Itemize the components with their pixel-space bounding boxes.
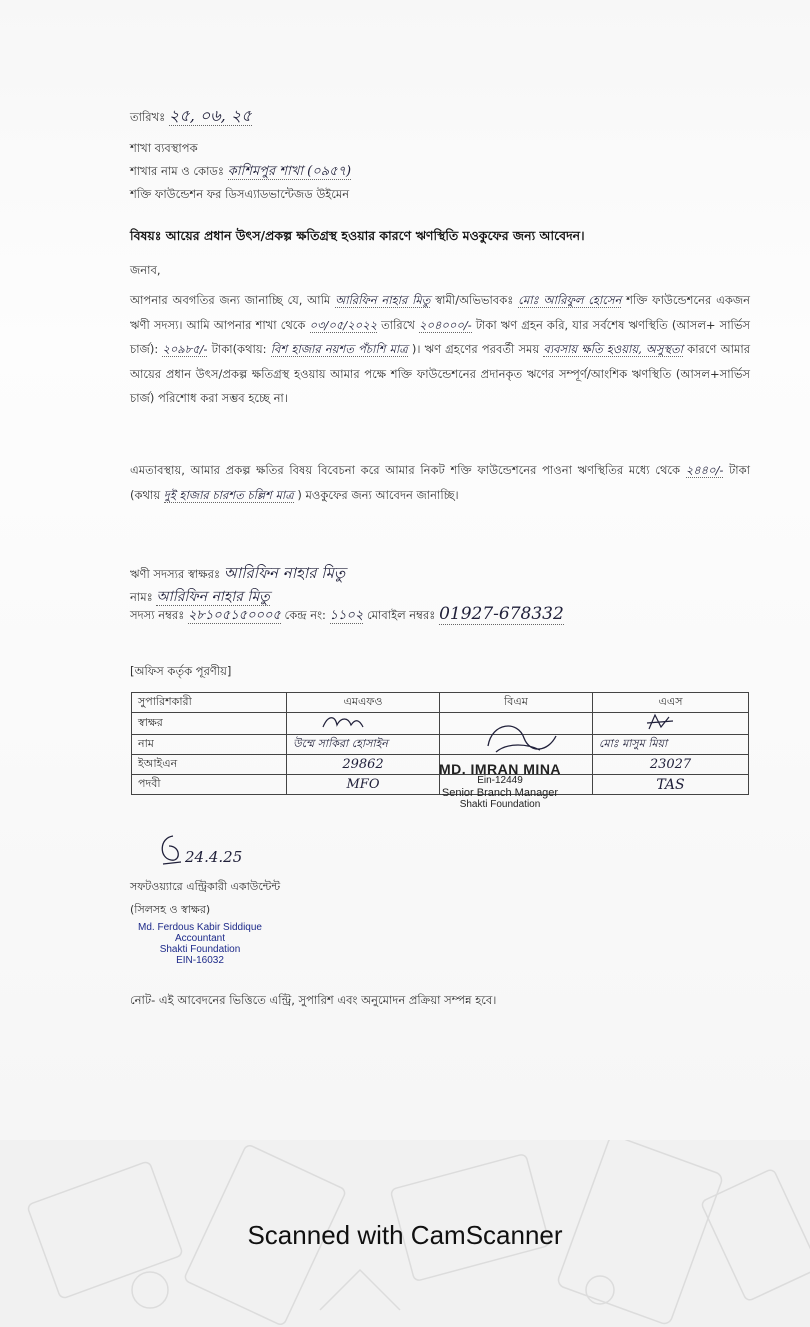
date-row	[130, 103, 252, 130]
recipient-line: শাখা ব্যবস্থাপক	[130, 141, 198, 155]
accountant-stamp	[133, 922, 267, 966]
waive-words-handwritten: দুই হাজার চারশত চল্লিশ মাত্র	[163, 487, 294, 502]
applicant-name-handwritten: আরিফিন নাহার মিতু	[335, 293, 431, 307]
para1-text-5: টাকা ঋণ গ্রহন করি, যার সর্বশেষ ঋণস্থিতি (আসল+ সার্ভিস চার্জ):	[130, 317, 751, 356]
application-paragraph-2	[130, 458, 750, 507]
mobile-number: 01927-678332	[439, 604, 564, 624]
reason-handwritten: ব্যবসায় ক্ষতি হওয়ায়, অসুস্থতা	[543, 342, 684, 356]
name-label: নামঃ	[130, 590, 153, 604]
balance-handwritten: ২০৯৮৫/-	[162, 342, 208, 356]
signature-label: ঋণী সদস্যর স্বাক্ষরঃ	[130, 567, 221, 581]
accountant-initial-scribble	[155, 832, 185, 868]
para1-text-8: কারণে আমার আয়ের প্রধান উৎস/প্রকল্প ক্ষতিগ্রস্থ হওয়ায় আমার পক্ষে শক্তি ফাউন্ডেশনের প্রদানকৃত ঋণের সম্পূর্ণ/আংশিক ঋণস্থিতি (আসল+সার্ভিস চার্জ) পরিশোধ করা সম্ভব হচ্ছে না।	[130, 342, 751, 405]
as-name: মোঃ মাসুম মিয়া	[593, 735, 749, 755]
branch-manager-stamp	[425, 763, 575, 811]
table-row	[132, 713, 749, 735]
mfo-signature	[287, 713, 440, 735]
center-number: ১১০২	[329, 608, 364, 623]
table-header-row	[132, 693, 749, 713]
application-paragraph-1	[130, 288, 750, 411]
branch-row	[130, 162, 351, 183]
member-number-label: সদস্য নম্বরঃ	[130, 608, 185, 622]
bm-stamp-ein: Ein-12449	[477, 775, 523, 786]
office-use-label: [অফিস কর্তৃক পূরণীয়]	[130, 664, 232, 678]
row-label: পদবী	[132, 775, 287, 795]
table-header-cell: বিএম	[440, 693, 593, 713]
organization-line: শক্তি ফাউন্ডেশন ফর ডিসএ্যাডভান্টেজড উইমেন	[130, 187, 350, 201]
branch-label: শাখার নাম ও কোডঃ	[130, 164, 225, 178]
para1-text-6: টাকা(কথায়:	[211, 342, 267, 356]
table-row	[132, 735, 749, 755]
mfo-ein: 29862	[287, 755, 440, 775]
signature-scribble	[293, 713, 393, 731]
guardian-name-handwritten: মোঃ আরিফুল হোসেন	[518, 293, 622, 307]
loan-amount-handwritten: ২০৪০০০/-	[419, 317, 472, 332]
bm-stamp-title: Senior Branch Manager	[441, 787, 559, 799]
applicant-signature: আরিফিন নাহার মিতু	[223, 564, 346, 582]
mobile-label: মোবাইল নম্বরঃ	[366, 608, 436, 622]
member-number: ২৮১০৫১৫০০০৫	[187, 608, 281, 623]
as-designation: TAS	[593, 775, 749, 795]
row-label: স্বাক্ষর	[132, 713, 287, 735]
branch-value: কাশিমপুর শাখা (০৯৫৭)	[227, 164, 352, 179]
center-number-label: কেন্দ্র নং:	[284, 608, 326, 622]
note-line: নোট- এই আবেদনের ভিত্তিতে এন্ট্রি, সুপারিশ এবং অনুমোদন প্রক্রিয়া সম্পন্ন হবে।	[130, 993, 497, 1007]
salutation: জনাব,	[130, 263, 161, 277]
date-value: ২৫, ০৬, ২৫	[168, 106, 252, 125]
bm-stamp-org: Shakti Foundation	[459, 799, 541, 810]
row-label: নাম	[132, 735, 287, 755]
table-header-cell: এএস	[593, 693, 749, 713]
bm-stamp-name: MD. IMRAN MINA	[438, 761, 562, 777]
applicant-name: আরিফিন নাহার মিতু	[156, 589, 270, 605]
subject-line: বিষয়ঃ আয়ের প্রধান উৎস/প্রকল্প ক্ষতিগ্রস্থ হওয়ার কারণে ঋণস্থিতি মওকুফের জন্য আবেদন।	[130, 228, 585, 243]
signature-scribble	[599, 713, 699, 731]
accountant-stamp-name: Md. Ferdous Kabir Siddique	[138, 922, 262, 933]
mfo-name: উম্মে সাকিরা হোসাইন	[287, 735, 440, 755]
member-info-row	[130, 604, 564, 627]
balance-words-handwritten: বিশ হাজার নয়শত পঁচাশি মাত্র	[270, 342, 408, 356]
date-label: তারিখঃ	[130, 110, 166, 124]
applicant-signature-row	[130, 562, 345, 587]
table-header-cell: এমএফও	[287, 693, 440, 713]
row-label: ইআইএন	[132, 755, 287, 775]
para2-text-2: টাকা (কথায়	[130, 463, 751, 502]
para1-text-7: )। ঋণ গ্রহণের পরবর্তী সময়	[411, 342, 540, 356]
para2-text-3: ) মওকুফের জন্য আবেদন জানাচ্ছি।	[297, 487, 459, 502]
para1-text-4: তারিখে	[381, 317, 415, 332]
accountant-stamp-org: Shakti Foundation	[159, 944, 241, 955]
mfo-designation: MFO	[287, 775, 440, 795]
para1-text-3: শক্তি ফাউন্ডেশনের একজন ঋণী সদস্য। আমি আপনার শাখা থেকে	[130, 293, 751, 332]
accountant-stamp-ein: EIN-16032	[176, 955, 224, 966]
accountant-stamp-title: Accountant	[174, 933, 226, 944]
accountant-sign-date: 24.4.25	[185, 848, 243, 866]
loan-date-handwritten: ০৩/০৫/২০২২	[309, 317, 378, 332]
scanner-watermark-text: Scanned with CamScanner	[247, 1220, 563, 1250]
para2-text-1: এমতাবস্থায়, আমার প্রকল্প ক্ষতির বিষয় বিবেচনা করে আমার নিকট শক্তি ফাউন্ডেশনের পাওনা ঋণস্থিতির মধ্যে থেকে	[130, 463, 681, 477]
as-ein: 23027	[593, 755, 749, 775]
seal-label: (সিলসহ ও স্বাক্ষর)	[130, 903, 211, 916]
accountant-label: সফটওয়্যারে এন্ট্রিকারী একাউন্টেন্ট	[130, 880, 281, 893]
table-header-cell: সুপারিশকারী	[132, 693, 287, 713]
waive-amount-handwritten: ২৪৪০/-	[685, 463, 724, 477]
para1-text-1: আপনার অবগতির জন্য জানাচ্ছি যে, আমি	[130, 293, 331, 307]
bm-signature-scribble	[478, 716, 568, 766]
para1-text-2: স্বামী/অভিভাবকঃ	[435, 293, 514, 307]
as-signature	[593, 713, 749, 735]
